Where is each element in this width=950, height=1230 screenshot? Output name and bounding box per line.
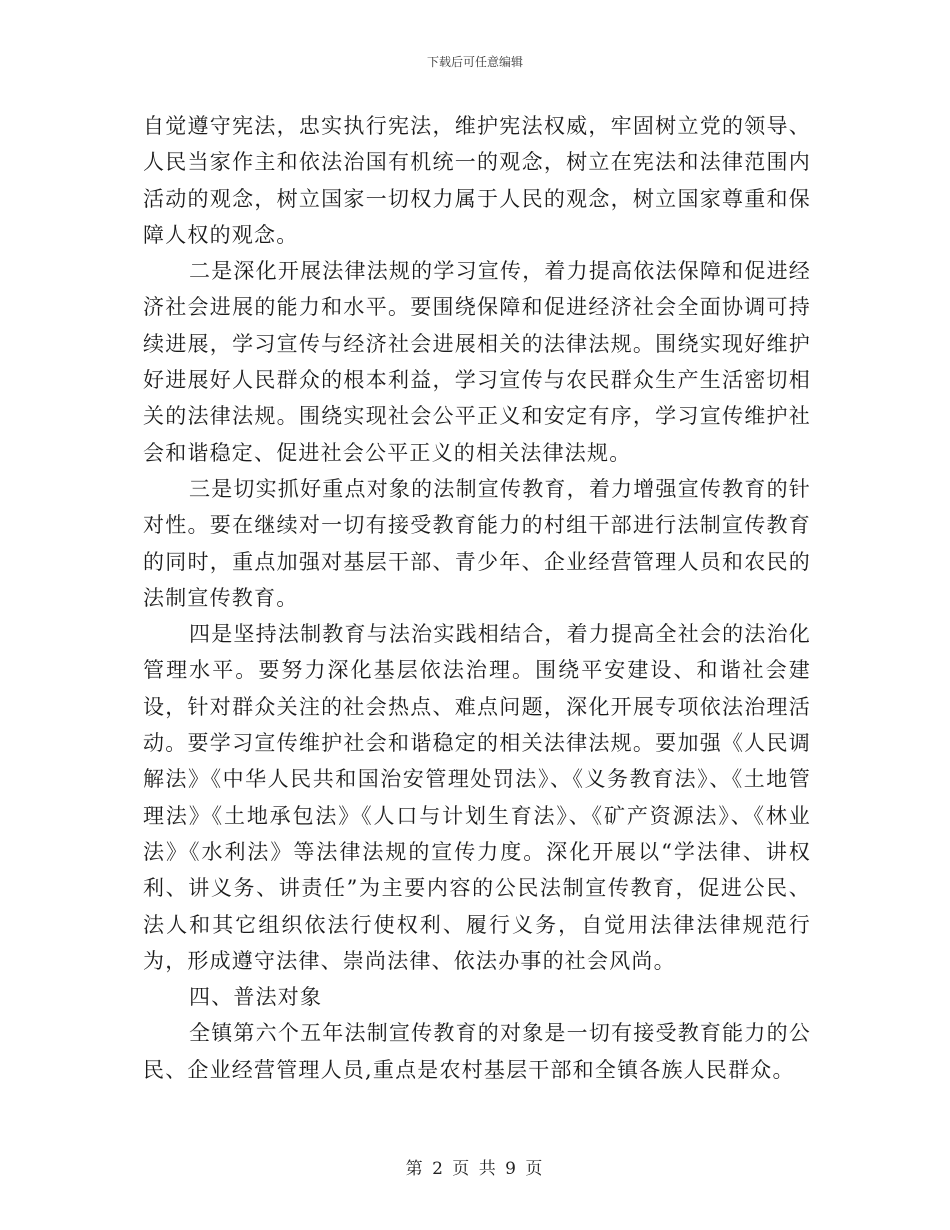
- paragraph-continuation: 自觉遵守宪法，忠实执行宪法，维护宪法权威，牢固树立党的领导、人民当家作主和依法治国有机统一的观念，树立在宪法和法律范围内活动的观念，树立国家一切权力属于人民的观念，树立国家尊重和保障人权的观念。: [143, 114, 811, 247]
- paragraph-item-two: 二是深化开展法律法规的学习宣传，着力提高依法保障和促进经济社会进展的能力和水平。要围绕保障和促进经济社会全面协调可持续进展，学习宣传与经济社会进展相关的法律法规。围绕实现好维护好进展好人民群众的根本利益，学习宣传与农民群众生产生活密切相关的法律法规。围绕实现社会公平正义和安定有序，学习宣传维护社会和谐稳定、促进社会公平正义的相关法律法规。: [143, 259, 811, 465]
- paragraph-item-three: 三是切实抓好重点对象的法制宣传教育，着力增强宣传教育的针对性。要在继续对一切有接受教育能力的村组干部进行法制宣传教育的同时，重点加强对基层干部、青少年、企业经营管理人员和农民的法制宣传教育。: [143, 476, 811, 610]
- paragraph-target-audience: 全镇第六个五年法制宣传教育的对象是一切有接受教育能力的公民、企业经营管理人员,重点是农村基层干部和全镇各族人民群众。: [143, 1021, 811, 1082]
- page-header: 下载后可任意编辑: [426, 55, 523, 69]
- paragraph-item-four: 四是坚持法制教育与法治实践相结合，着力提高全社会的法治化管理水平。要努力深化基层依法治理。围绕平安建设、和谐社会建设，针对群众关注的社会热点、难点问题，深化开展专项依法治理活动。要学习宣传维护社会和谐稳定的相关法律法规。要加强《人民调解法》《中华人民共和国治安管理处罚法》、《义务教育法》、《土地管理法》《土地承包法》《人口与计划生育法》、《矿产资源法》、《林业法》《水利法》等法律法规的宣传力度。深化开展以“学法律、讲权利、讲义务、讲责任”为主要内容的公民法制宣传教育，促进公民、法人和其它组织依法行使权利、履行义务，自觉用法律法律规范行为，形成遵守法律、崇尚法律、依法办事的社会风尚。: [143, 622, 811, 973]
- document-body: [143, 108, 811, 1088]
- section-heading: 四、普法对象: [189, 985, 323, 1010]
- page-number-footer: 第 2 页 共 9 页: [405, 1159, 545, 1179]
